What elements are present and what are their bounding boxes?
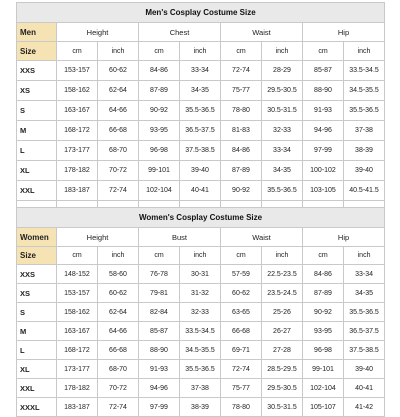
measurement-cell: 70-72 xyxy=(98,379,139,398)
measurement-cell: 84-86 xyxy=(221,141,262,161)
measurement-cell: 79-81 xyxy=(139,284,180,303)
measurement-cell: 32-33 xyxy=(262,121,303,141)
measurement-cell: 96-98 xyxy=(303,341,344,360)
measurement-cell: 40-41 xyxy=(180,181,221,201)
measurement-cell: 72-74 xyxy=(221,360,262,379)
measure-header-waist: Waist xyxy=(221,23,303,42)
measure-header-hip: Hip xyxy=(303,23,385,42)
size-cell: XXXL xyxy=(17,398,57,417)
measurement-cell: 38-39 xyxy=(180,398,221,417)
measurement-cell: 85-87 xyxy=(303,61,344,81)
mens-size-rows xyxy=(17,61,385,221)
gender-label: Women xyxy=(17,228,57,247)
measurement-cell: 23.5-24.5 xyxy=(262,284,303,303)
measurement-cell: 62-64 xyxy=(98,303,139,322)
unit-header: cm xyxy=(139,42,180,61)
measurement-cell: 75-77 xyxy=(221,379,262,398)
measurement-cell: 66-68 xyxy=(221,322,262,341)
measurement-cell: 60-62 xyxy=(98,61,139,81)
measurement-cell: 168-172 xyxy=(57,341,98,360)
measurement-cell: 87-89 xyxy=(303,284,344,303)
measurement-cell: 178-182 xyxy=(57,379,98,398)
size-cell: XXL xyxy=(17,379,57,398)
measurement-cell: 29.5-30.5 xyxy=(262,81,303,101)
size-cell: L xyxy=(17,341,57,360)
measurement-cell: 72-74 xyxy=(98,398,139,417)
size-cell: XXL xyxy=(17,181,57,201)
gender-label: Men xyxy=(17,23,57,42)
measurement-cell: 30.5-31.5 xyxy=(262,101,303,121)
measurement-cell: 168-172 xyxy=(57,121,98,141)
measurement-cell: 66-68 xyxy=(98,341,139,360)
measurement-cell: 36.5-37.5 xyxy=(344,322,385,341)
measurement-cell: 34-35 xyxy=(344,284,385,303)
measurement-cell: 91-93 xyxy=(303,101,344,121)
unit-header: inch xyxy=(344,247,385,265)
measurement-cell: 33-34 xyxy=(180,61,221,81)
measurement-cell: 81-83 xyxy=(221,121,262,141)
measurement-cell: 87-89 xyxy=(221,161,262,181)
measurement-cell: 93-95 xyxy=(139,121,180,141)
table-row xyxy=(17,81,385,101)
measurement-cell: 22.5-23.5 xyxy=(262,265,303,284)
measurement-cell: 82-84 xyxy=(139,303,180,322)
size-label: Size xyxy=(17,247,57,265)
measurement-cell: 34-35 xyxy=(262,161,303,181)
measurement-cell: 36.5-37.5 xyxy=(180,121,221,141)
measurement-cell: 35.5-36.5 xyxy=(344,303,385,322)
size-cell: L xyxy=(17,141,57,161)
size-cell: XS xyxy=(17,81,57,101)
measurement-cell: 90-92 xyxy=(221,181,262,201)
measurement-cell: 102-104 xyxy=(303,379,344,398)
size-cell: XL xyxy=(17,161,57,181)
measurement-cell: 94-96 xyxy=(303,121,344,141)
measurement-cell: 63-65 xyxy=(221,303,262,322)
measurement-cell: 99-101 xyxy=(303,360,344,379)
unit-header: inch xyxy=(98,247,139,265)
measurement-cell: 76-78 xyxy=(139,265,180,284)
measurement-cell: 60-62 xyxy=(98,284,139,303)
measurement-cell: 72-74 xyxy=(221,61,262,81)
womens-size-table xyxy=(16,207,385,417)
measurement-cell: 97-99 xyxy=(139,398,180,417)
measurement-cell: 40.5-41.5 xyxy=(344,181,385,201)
measurement-cell: 32-33 xyxy=(180,303,221,322)
measurement-cell: 105-107 xyxy=(303,398,344,417)
measurement-cell: 34.5-35.5 xyxy=(344,81,385,101)
measurement-cell: 35.5-36.5 xyxy=(180,360,221,379)
table-row xyxy=(17,141,385,161)
measurement-cell: 39-40 xyxy=(344,360,385,379)
measure-header-waist: Waist xyxy=(221,228,303,247)
measurement-cell: 35.5-36.5 xyxy=(180,101,221,121)
measurement-cell: 183-187 xyxy=(57,181,98,201)
measurement-cell: 85-87 xyxy=(139,322,180,341)
measurement-cell: 33-34 xyxy=(262,141,303,161)
measurement-cell: 102-104 xyxy=(139,181,180,201)
measurement-cell: 158-162 xyxy=(57,81,98,101)
table-row xyxy=(17,303,385,322)
measurement-cell: 158-162 xyxy=(57,303,98,322)
measurement-cell: 84-86 xyxy=(303,265,344,284)
measurement-cell: 64-66 xyxy=(98,101,139,121)
table-row xyxy=(17,284,385,303)
measurement-cell: 60-62 xyxy=(221,284,262,303)
unit-header: cm xyxy=(221,247,262,265)
measurement-cell: 75-77 xyxy=(221,81,262,101)
measurement-cell: 35.5-36.5 xyxy=(344,101,385,121)
unit-header: cm xyxy=(57,247,98,265)
measurement-cell: 94-96 xyxy=(139,379,180,398)
size-label: Size xyxy=(17,42,57,61)
size-cell: XXS xyxy=(17,265,57,284)
measurement-cell: 26-27 xyxy=(262,322,303,341)
measurement-cell: 64-66 xyxy=(98,322,139,341)
measurement-cell: 78-80 xyxy=(221,101,262,121)
measurement-cell: 25-26 xyxy=(262,303,303,322)
measurement-cell: 33-34 xyxy=(344,265,385,284)
measurement-cell: 58-60 xyxy=(98,265,139,284)
measurement-cell: 57-59 xyxy=(221,265,262,284)
measurement-cell: 90-92 xyxy=(139,101,180,121)
table-row xyxy=(17,121,385,141)
measurement-cell: 39-40 xyxy=(180,161,221,181)
measurement-cell: 34-35 xyxy=(180,81,221,101)
measure-header-chest: Chest xyxy=(139,23,221,42)
size-cell: XXS xyxy=(17,61,57,81)
unit-header: inch xyxy=(262,247,303,265)
measurement-cell: 35.5-36.5 xyxy=(262,181,303,201)
measurement-cell: 173-177 xyxy=(57,360,98,379)
unit-header: inch xyxy=(262,42,303,61)
table-row xyxy=(17,322,385,341)
measurement-cell: 178-182 xyxy=(57,161,98,181)
measurement-cell: 28.5-29.5 xyxy=(262,360,303,379)
mens-table-title: Men's Cosplay Costume Size xyxy=(17,3,385,23)
measurement-cell: 84-86 xyxy=(139,61,180,81)
measurement-cell: 27-28 xyxy=(262,341,303,360)
measurement-cell: 97-99 xyxy=(303,141,344,161)
size-cell: XS xyxy=(17,284,57,303)
measurement-cell: 88-90 xyxy=(139,341,180,360)
measure-header-hip: Hip xyxy=(303,228,385,247)
measurement-cell: 41-42 xyxy=(344,398,385,417)
measurement-cell: 69-71 xyxy=(221,341,262,360)
measurement-cell: 183-187 xyxy=(57,398,98,417)
measurement-cell: 37-38 xyxy=(344,121,385,141)
table-row xyxy=(17,341,385,360)
measurement-cell: 72-74 xyxy=(98,181,139,201)
measurement-cell: 66-68 xyxy=(98,121,139,141)
measurement-cell: 70-72 xyxy=(98,161,139,181)
unit-header: cm xyxy=(57,42,98,61)
table-row xyxy=(17,181,385,201)
measurement-cell: 30.5-31.5 xyxy=(262,398,303,417)
size-cell: XL xyxy=(17,360,57,379)
table-row xyxy=(17,379,385,398)
measurement-cell: 99-101 xyxy=(139,161,180,181)
measurement-cell: 91-93 xyxy=(139,360,180,379)
mens-size-table xyxy=(16,2,385,221)
measurement-cell: 38-39 xyxy=(344,141,385,161)
measure-header-bust: Bust xyxy=(139,228,221,247)
size-cell: M xyxy=(17,121,57,141)
measurement-cell: 153-157 xyxy=(57,284,98,303)
measurement-cell: 39-40 xyxy=(344,161,385,181)
measurement-cell: 29.5-30.5 xyxy=(262,379,303,398)
measurement-cell: 34.5-35.5 xyxy=(180,341,221,360)
measurement-cell: 90-92 xyxy=(303,303,344,322)
unit-header: inch xyxy=(98,42,139,61)
measurement-cell: 68-70 xyxy=(98,141,139,161)
table-row xyxy=(17,101,385,121)
table-row xyxy=(17,161,385,181)
measurement-cell: 103-105 xyxy=(303,181,344,201)
size-cell: S xyxy=(17,101,57,121)
measurement-cell: 31-32 xyxy=(180,284,221,303)
measurement-cell: 78-80 xyxy=(221,398,262,417)
unit-header: cm xyxy=(139,247,180,265)
womens-size-rows xyxy=(17,265,385,417)
table-row xyxy=(17,398,385,417)
measurement-cell: 33.5-34.5 xyxy=(180,322,221,341)
measurement-cell: 173-177 xyxy=(57,141,98,161)
unit-header: inch xyxy=(180,42,221,61)
measurement-cell: 163-167 xyxy=(57,101,98,121)
measurement-cell: 40-41 xyxy=(344,379,385,398)
measurement-cell: 37-38 xyxy=(180,379,221,398)
measurement-cell: 68-70 xyxy=(98,360,139,379)
unit-header: inch xyxy=(344,42,385,61)
measure-header-height: Height xyxy=(57,23,139,42)
table-row xyxy=(17,61,385,81)
measurement-cell: 37.5-38.5 xyxy=(344,341,385,360)
unit-header: cm xyxy=(303,42,344,61)
table-row xyxy=(17,360,385,379)
measurement-cell: 163-167 xyxy=(57,322,98,341)
measure-header-height: Height xyxy=(57,228,139,247)
measurement-cell: 100-102 xyxy=(303,161,344,181)
womens-table-title: Women's Cosplay Costume Size xyxy=(17,208,385,228)
measurement-cell: 28-29 xyxy=(262,61,303,81)
size-cell: S xyxy=(17,303,57,322)
measurement-cell: 93-95 xyxy=(303,322,344,341)
measurement-cell: 96-98 xyxy=(139,141,180,161)
unit-header: cm xyxy=(221,42,262,61)
measurement-cell: 148-152 xyxy=(57,265,98,284)
measurement-cell: 87-89 xyxy=(139,81,180,101)
measurement-cell: 153-157 xyxy=(57,61,98,81)
measurement-cell: 62-64 xyxy=(98,81,139,101)
size-cell: M xyxy=(17,322,57,341)
unit-header: cm xyxy=(303,247,344,265)
table-row xyxy=(17,265,385,284)
measurement-cell: 88-90 xyxy=(303,81,344,101)
measurement-cell: 30-31 xyxy=(180,265,221,284)
unit-header: inch xyxy=(180,247,221,265)
measurement-cell: 33.5-34.5 xyxy=(344,61,385,81)
measurement-cell: 37.5-38.5 xyxy=(180,141,221,161)
